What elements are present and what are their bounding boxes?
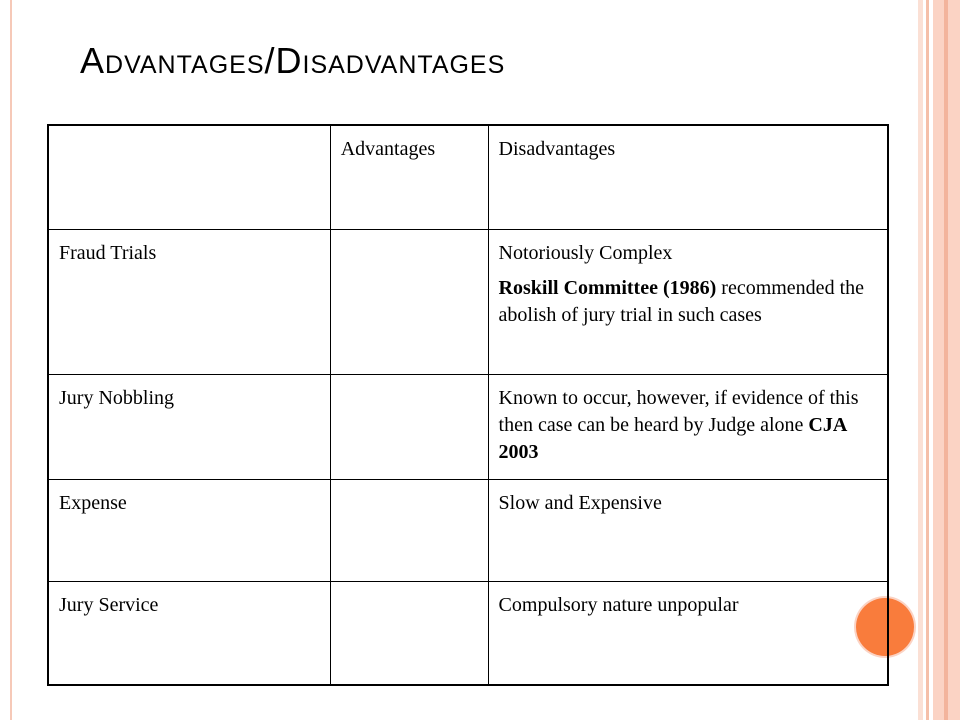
- disadvantage-text: Known to occur, however, if evidence of this then case can be heard by Judge alone: [498, 386, 859, 436]
- disadvantages-cell: Compulsory nature unpopular: [488, 581, 888, 685]
- case-reference: Roskill Committee (1986): [498, 276, 717, 299]
- disadvantage-point: [499, 275, 877, 329]
- row-label: Jury Service: [48, 581, 330, 685]
- right-decor-band: [918, 0, 923, 720]
- table-row: [48, 581, 888, 685]
- advantages-cell: [330, 581, 488, 685]
- statute-reference: CJA 2003: [498, 413, 847, 463]
- header-cell-advantages: Advantages: [330, 125, 488, 229]
- table-row: [48, 479, 888, 581]
- row-label: Fraud Trials: [48, 229, 330, 374]
- left-decor-line: [10, 0, 12, 720]
- disadvantage-text: recommended the abolish of jury trial in such cases: [498, 276, 864, 326]
- slide-title: Advantages/Disadvantages: [80, 40, 506, 81]
- advantages-cell: [330, 374, 488, 479]
- disadvantages-cell: Slow and Expensive: [488, 479, 888, 581]
- header-cell-empty: [48, 125, 330, 229]
- disadvantages-cell: [488, 229, 888, 374]
- disadvantage-point: Notoriously Complex: [498, 241, 673, 264]
- row-label: Jury Nobbling: [48, 374, 330, 479]
- row-label: Expense: [48, 479, 330, 581]
- comparison-table: [47, 124, 889, 686]
- advantages-cell: [330, 229, 488, 374]
- advantages-cell: [330, 479, 488, 581]
- table-header-row: [48, 125, 888, 229]
- right-decor-band: [926, 0, 929, 720]
- disadvantages-cell: [488, 374, 888, 479]
- right-decor-band: [944, 0, 948, 720]
- table-row: [48, 229, 888, 374]
- header-cell-disadvantages: Disadvantages: [488, 125, 888, 229]
- table-row: [48, 374, 888, 479]
